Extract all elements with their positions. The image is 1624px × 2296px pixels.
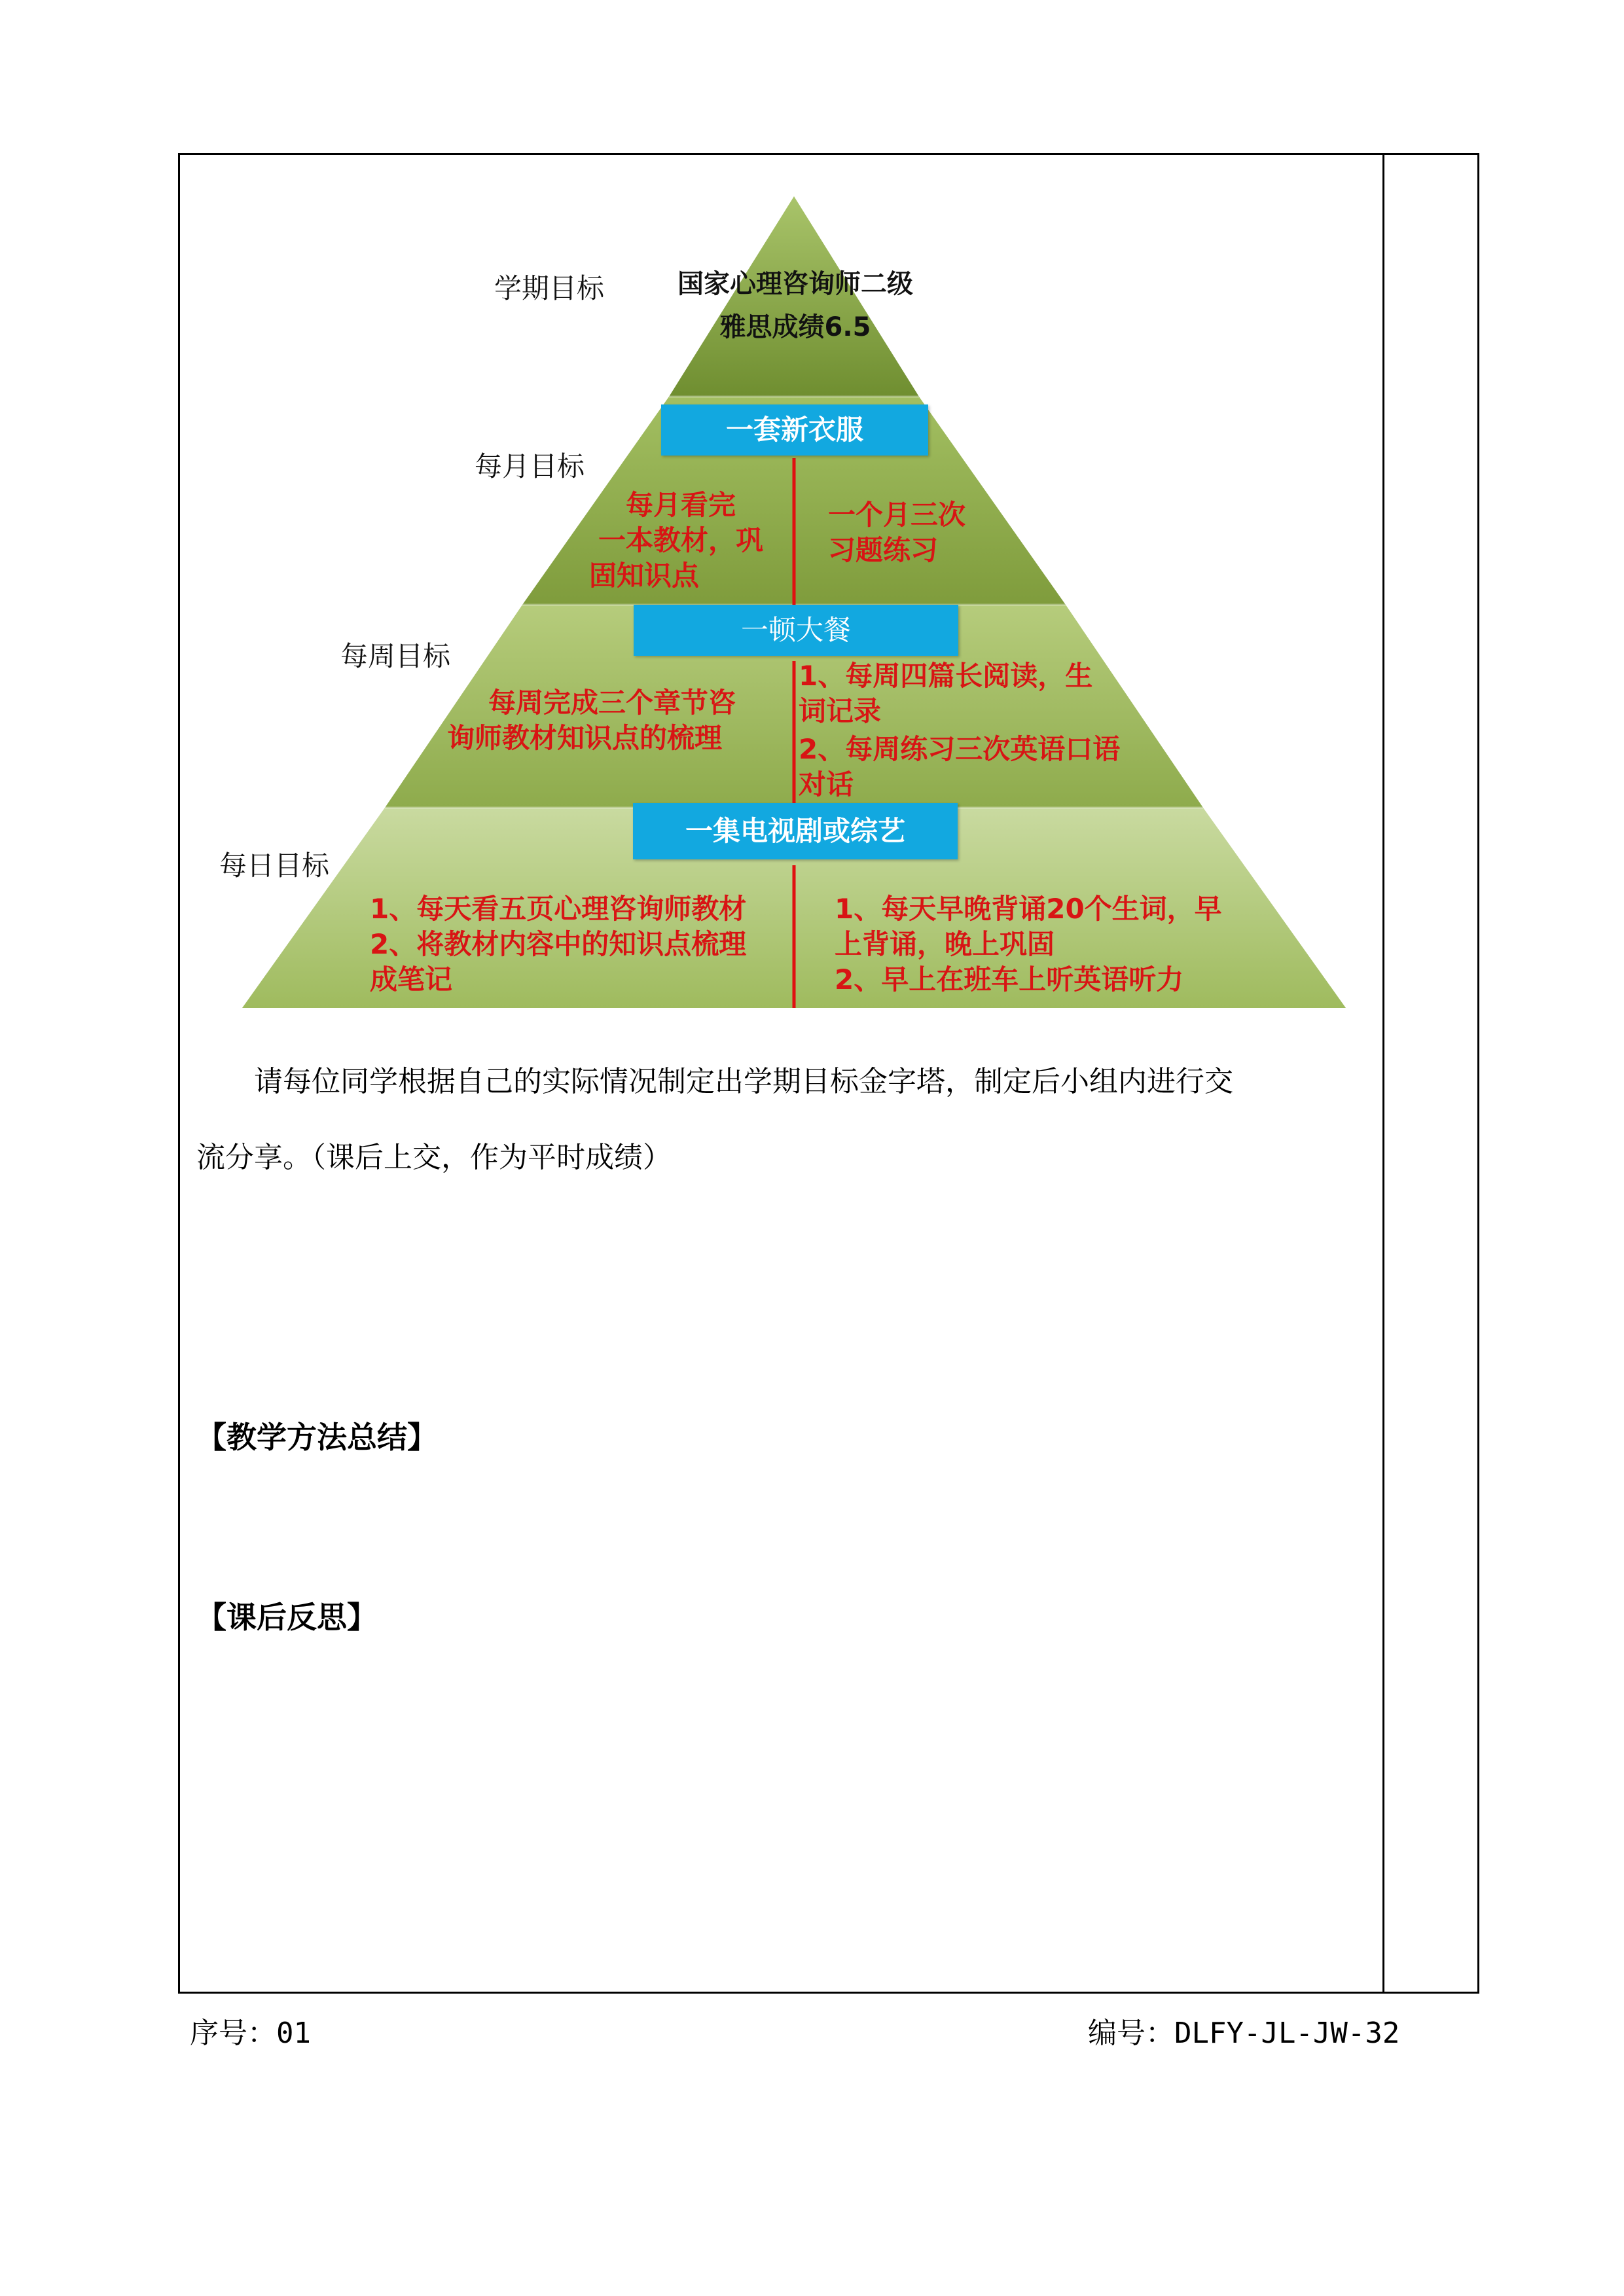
monthly-right-line1: 一个月三次 [828,499,966,531]
weekly-right-line4: 对话 [799,768,854,800]
document-code: 编号：DLFY-JL-JW-32 [1088,2017,1400,2050]
daily-left-line1: 1、每天看五页心理咨询师教材 [370,893,747,925]
monthly-reward-banner: 一套新衣服 [661,404,928,456]
label-monthly-goal: 每月目标 [475,450,585,482]
goal-pyramid [190,190,1381,1034]
monthly-right-line2: 习题练习 [828,534,939,566]
daily-left-line3: 成笔记 [370,963,453,996]
weekly-right-line2: 词记录 [799,695,882,727]
label-semester-goal: 学期目标 [494,272,605,304]
reflection-heading: 【课后反思】 [196,1600,377,1635]
weekly-left-line2: 询师教材知识点的梳理 [447,722,723,754]
weekly-left-line1: 每周完成三个章节咨 [488,687,736,719]
teaching-summary-heading: 【教学方法总结】 [196,1420,437,1455]
daily-left-line2: 2、将教材内容中的知识点梳理 [370,928,747,960]
semester-goal-line2: 雅思成绩6.5 [719,312,871,342]
weekly-right-line3: 2、每周练习三次英语口语 [799,733,1121,765]
monthly-left-line1: 每月看完 [625,489,736,521]
label-daily-goal: 每日目标 [219,850,330,882]
monthly-left-line3: 固知识点 [589,560,700,592]
daily-right-line2: 上背诵，晚上巩固 [835,928,1055,960]
daily-reward-banner: 一集电视剧或综艺 [633,803,958,859]
semester-goal-line1: 国家心理咨询师二级 [677,269,913,299]
table-column-divider [1382,153,1384,1994]
instruction-paragraph [196,1044,1375,1196]
instruction-line2: 流分享。（课后上交，作为平时成绩） [196,1141,672,1174]
instruction-line1: 请每位同学根据自己的实际情况制定出学期目标金字塔，制定后小组内进行交 [254,1065,1233,1098]
daily-right-line1: 1、每天早晚背诵20个生词，早 [835,893,1222,925]
weekly-right-line1: 1、每周四篇长阅读，生 [799,660,1093,692]
daily-right-line3: 2、早上在班车上听英语听力 [835,963,1184,996]
monthly-left-line2: 一本教材，巩 [598,524,763,556]
serial-number: 序号：01 [190,2017,311,2050]
label-weekly-goal: 每周目标 [340,640,451,672]
weekly-reward-banner: 一顿大餐 [634,605,958,656]
